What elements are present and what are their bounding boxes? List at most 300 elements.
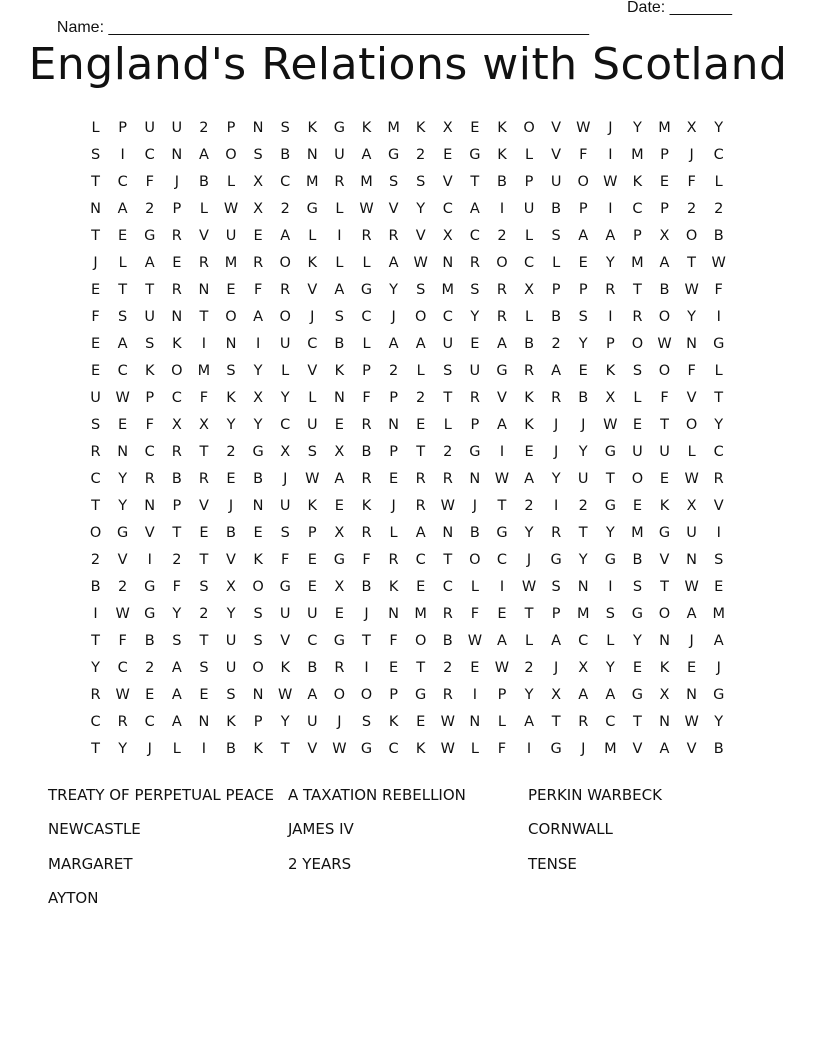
grid-letter: E xyxy=(90,335,101,352)
grid-letter: Y xyxy=(416,200,426,217)
grid-letter: R xyxy=(361,470,372,487)
grid-letter: I xyxy=(120,146,125,163)
grid-letter: M xyxy=(712,605,725,622)
grid-letter: S xyxy=(118,308,128,325)
grid-letter: B xyxy=(280,146,291,163)
grid-letter: K xyxy=(144,362,155,379)
grid-letter: G xyxy=(658,524,671,541)
grid-letter: J xyxy=(689,632,694,649)
grid-letter: K xyxy=(361,497,372,514)
grid-letter: G xyxy=(360,740,373,757)
grid-letter: U xyxy=(577,470,589,487)
grid-letter: K xyxy=(307,497,318,514)
grid-letter: F xyxy=(470,605,480,622)
grid-letter: B xyxy=(226,524,236,541)
grid-letter: A xyxy=(659,740,670,757)
grid-letter: W xyxy=(413,254,428,271)
grid-letter: G xyxy=(550,551,562,568)
grid-letter: S xyxy=(632,578,643,595)
grid-letter: T xyxy=(91,497,100,514)
grid-letter: Y xyxy=(714,119,724,136)
grid-letter: B xyxy=(578,389,589,406)
grid-letter: R xyxy=(415,470,426,487)
grid-letter: E xyxy=(253,524,263,541)
grid-letter: G xyxy=(415,686,427,703)
grid-letter: X xyxy=(253,389,264,406)
grid-letter: C xyxy=(117,659,128,676)
grid-letter: S xyxy=(280,524,290,541)
grid-letter: L xyxy=(470,578,479,595)
grid-letter: W xyxy=(603,173,618,190)
grid-letter: M xyxy=(631,524,644,541)
grid-letter: I xyxy=(716,308,721,325)
grid-letter: S xyxy=(416,281,426,298)
grid-letter: A xyxy=(469,200,480,217)
grid-letter: G xyxy=(631,686,644,703)
grid-letter: F xyxy=(91,308,100,325)
grid-letter: A xyxy=(388,254,399,271)
grid-letter: E xyxy=(659,173,670,190)
grid-letter: C xyxy=(713,443,724,460)
grid-letter: P xyxy=(145,389,155,406)
letter-grid xyxy=(82,114,734,762)
grid-letter: S xyxy=(90,416,101,433)
grid-letter: C xyxy=(144,713,155,730)
grid-letter: Y xyxy=(578,443,588,460)
grid-letter: W xyxy=(278,686,293,703)
grid-letter: 2 xyxy=(226,443,236,460)
grid-letter: T xyxy=(91,173,100,190)
grid-letter: F xyxy=(687,173,696,190)
grid-letter: X xyxy=(605,389,616,406)
grid-letter: N xyxy=(333,389,345,406)
grid-letter: E xyxy=(659,470,670,487)
grid-letter: 2 xyxy=(90,551,101,568)
grid-letter: X xyxy=(659,686,670,703)
grid-letter: B xyxy=(171,470,182,487)
grid-letter: Y xyxy=(551,470,561,487)
grid-letter: F xyxy=(145,173,154,190)
grid-letter: P xyxy=(253,713,263,730)
grid-letter: V xyxy=(551,119,562,136)
grid-letter: F xyxy=(579,146,588,163)
grid-letter: 2 xyxy=(714,200,724,217)
grid-letter: S xyxy=(388,173,399,190)
grid-letter: W xyxy=(684,578,699,595)
grid-letter: K xyxy=(497,146,507,163)
grid-row xyxy=(82,708,734,735)
grid-letter: W xyxy=(711,254,726,271)
grid-letter: C xyxy=(144,443,155,460)
grid-letter: B xyxy=(361,443,372,460)
grid-letter: A xyxy=(334,281,345,298)
grid-letter: 2 xyxy=(497,227,507,244)
grid-letter: V xyxy=(496,389,507,406)
grid-letter: S xyxy=(443,362,453,379)
grid-letter: W xyxy=(684,470,699,487)
grid-letter: M xyxy=(197,362,211,379)
grid-letter: E xyxy=(307,551,317,568)
grid-letter: U xyxy=(90,389,101,406)
grid-letter: R xyxy=(524,362,535,379)
grid-letter: S xyxy=(416,173,426,190)
grid-letter: A xyxy=(253,308,264,325)
grid-letter: V xyxy=(551,146,562,163)
grid-letter: X xyxy=(551,686,562,703)
grid-letter: A xyxy=(551,632,562,649)
grid-letter: W xyxy=(521,578,537,595)
grid-letter: K xyxy=(605,362,616,379)
grid-letter: R xyxy=(496,308,507,325)
grid-letter: E xyxy=(118,227,128,244)
grid-letter: B xyxy=(551,308,562,325)
grid-letter: R xyxy=(415,497,426,514)
grid-letter: K xyxy=(334,362,345,379)
grid-letter: W xyxy=(115,389,130,406)
grid-letter: E xyxy=(334,605,344,622)
grid-letter: J xyxy=(716,659,721,676)
grid-letter: O xyxy=(360,686,373,703)
grid-letter: B xyxy=(253,470,264,487)
grid-letter: L xyxy=(687,443,696,460)
grid-letter: U xyxy=(523,200,535,217)
grid-letter: O xyxy=(252,659,264,676)
grid-letter: P xyxy=(660,200,669,217)
grid-letter: P xyxy=(307,524,317,541)
word-list-item: AYTON xyxy=(48,888,99,907)
grid-letter: Y xyxy=(578,335,588,352)
grid-letter: S xyxy=(551,227,561,244)
word-list-item: A TAXATION REBELLION xyxy=(288,786,466,804)
word-list-item: TENSE xyxy=(528,854,577,873)
grid-letter: J xyxy=(310,308,315,325)
grid-letter: A xyxy=(361,146,372,163)
grid-letter: C xyxy=(523,254,535,271)
grid-letter: L xyxy=(226,173,236,190)
grid-letter: K xyxy=(659,497,670,514)
grid-letter: Y xyxy=(470,308,480,325)
grid-letter: W xyxy=(223,200,239,217)
grid-letter: B xyxy=(551,200,562,217)
grid-letter: G xyxy=(469,443,481,460)
grid-letter: A xyxy=(171,686,182,703)
grid-letter: C xyxy=(442,308,453,325)
grid-letter: B xyxy=(442,632,453,649)
grid-letter: 2 xyxy=(416,389,426,406)
grid-letter: V xyxy=(226,551,236,568)
grid-letter: O xyxy=(658,605,671,622)
grid-letter: 2 xyxy=(578,497,588,514)
grid-letter: T xyxy=(199,308,209,325)
grid-letter: C xyxy=(280,173,291,190)
grid-letter: W xyxy=(332,740,347,757)
grid-letter: T xyxy=(497,497,507,514)
grid-letter: R xyxy=(117,713,128,730)
grid-letter: O xyxy=(414,632,427,649)
grid-letter: L xyxy=(714,362,723,379)
grid-letter: I xyxy=(526,740,532,757)
grid-letter: O xyxy=(631,335,644,352)
grid-letter: X xyxy=(280,443,291,460)
grid-letter: 2 xyxy=(145,200,155,217)
grid-letter: I xyxy=(364,659,369,676)
grid-letter: I xyxy=(147,551,152,568)
grid-letter: C xyxy=(496,551,508,568)
grid-letter: J xyxy=(147,740,152,757)
grid-row xyxy=(82,384,734,411)
grid-letter: O xyxy=(225,146,237,163)
grid-letter: S xyxy=(172,632,182,649)
grid-letter: P xyxy=(551,281,561,298)
grid-letter: S xyxy=(280,119,290,136)
grid-letter: 2 xyxy=(118,578,128,595)
grid-letter: A xyxy=(551,362,562,379)
grid-letter: P xyxy=(660,146,669,163)
grid-letter: Y xyxy=(226,416,236,433)
grid-letter: U xyxy=(171,119,183,136)
grid-letter: O xyxy=(89,524,102,541)
grid-letter: C xyxy=(90,713,101,730)
grid-letter: W xyxy=(359,200,374,217)
grid-letter: S xyxy=(307,443,317,460)
grid-letter: S xyxy=(226,362,236,379)
grid-letter: N xyxy=(442,254,454,271)
grid-letter: U xyxy=(632,443,643,460)
grid-letter: S xyxy=(605,605,615,622)
grid-letter: K xyxy=(524,389,534,406)
grid-letter: T xyxy=(443,389,453,406)
grid-letter: K xyxy=(388,578,399,595)
grid-letter: G xyxy=(631,605,644,622)
grid-letter: 2 xyxy=(686,200,697,217)
grid-letter: U xyxy=(306,605,318,622)
grid-letter: E xyxy=(90,281,101,298)
grid-row xyxy=(82,276,734,303)
grid-letter: T xyxy=(118,281,128,298)
word-list-item: CORNWALL xyxy=(528,820,613,839)
grid-letter: V xyxy=(117,551,128,568)
grid-letter: N xyxy=(90,200,101,217)
grid-letter: O xyxy=(685,227,698,244)
grid-letter: J xyxy=(174,173,179,190)
grid-letter: M xyxy=(658,119,671,136)
grid-letter: E xyxy=(578,362,588,379)
grid-letter: 2 xyxy=(443,443,453,460)
grid-letter: A xyxy=(496,335,507,352)
grid-letter: S xyxy=(714,551,724,568)
grid-letter: K xyxy=(415,119,426,136)
grid-letter: A xyxy=(280,227,291,244)
grid-letter: C xyxy=(361,308,372,325)
grid-letter: U xyxy=(279,605,291,622)
grid-letter: L xyxy=(714,173,723,190)
grid-letter: 2 xyxy=(524,497,534,514)
grid-letter: L xyxy=(91,119,100,136)
grid-letter: X xyxy=(334,443,345,460)
grid-letter: N xyxy=(659,632,670,649)
grid-letter: O xyxy=(252,578,264,595)
grid-letter: Y xyxy=(253,362,263,379)
grid-row xyxy=(82,303,734,330)
grid-row xyxy=(82,357,734,384)
grid-letter: E xyxy=(199,686,209,703)
grid-letter: Y xyxy=(632,119,642,136)
word-list-item: MARGARET xyxy=(48,854,133,873)
grid-letter: J xyxy=(608,119,613,136)
grid-row xyxy=(82,222,734,249)
grid-letter: T xyxy=(91,740,100,757)
grid-letter: L xyxy=(497,713,506,730)
grid-letter: O xyxy=(658,362,671,379)
grid-letter: O xyxy=(279,308,291,325)
grid-letter: J xyxy=(472,497,477,514)
grid-letter: 2 xyxy=(551,335,561,352)
grid-letter: B xyxy=(361,578,372,595)
grid-letter: V xyxy=(144,524,155,541)
grid-letter: U xyxy=(225,632,237,649)
grid-letter: 2 xyxy=(172,551,182,568)
grid-letter: T xyxy=(362,632,371,649)
grid-letter: W xyxy=(494,659,510,676)
grid-letter: K xyxy=(632,173,643,190)
grid-letter: F xyxy=(389,632,398,649)
grid-letter: W xyxy=(115,686,130,703)
grid-letter: G xyxy=(496,524,508,541)
grid-letter: E xyxy=(470,335,480,352)
grid-letter: T xyxy=(632,713,642,730)
grid-letter: U xyxy=(659,443,670,460)
grid-letter: T xyxy=(470,173,480,190)
grid-letter: O xyxy=(577,173,589,190)
grid-letter: Y xyxy=(280,713,290,730)
page-title: England's Relations with Scotland xyxy=(28,39,788,90)
grid-letter: N xyxy=(117,443,129,460)
grid-letter: C xyxy=(632,200,643,217)
grid-letter: X xyxy=(198,416,209,433)
grid-letter: L xyxy=(308,389,317,406)
grid-letter: K xyxy=(172,335,182,352)
grid-letter: I xyxy=(608,308,613,325)
grid-letter: L xyxy=(362,335,371,352)
grid-letter: X xyxy=(226,578,236,595)
grid-letter: E xyxy=(226,470,236,487)
grid-letter: 2 xyxy=(388,362,399,379)
grid-letter: L xyxy=(525,227,534,244)
grid-letter: A xyxy=(388,335,399,352)
grid-letter: B xyxy=(713,740,724,757)
grid-letter: E xyxy=(687,659,697,676)
grid-letter: E xyxy=(578,254,588,271)
grid-letter: N xyxy=(225,335,237,352)
grid-letter: I xyxy=(608,578,613,595)
grid-letter: I xyxy=(608,146,613,163)
grid-letter: L xyxy=(389,524,398,541)
grid-row xyxy=(82,141,734,168)
grid-letter: I xyxy=(608,200,613,217)
grid-letter: W xyxy=(305,470,320,487)
grid-letter: Y xyxy=(253,416,263,433)
grid-letter: A xyxy=(496,632,507,649)
grid-letter: S xyxy=(253,632,263,649)
grid-letter: Y xyxy=(714,713,724,730)
grid-letter: A xyxy=(117,200,128,217)
grid-letter: U xyxy=(279,497,291,514)
grid-letter: R xyxy=(442,470,453,487)
grid-letter: C xyxy=(117,362,128,379)
grid-letter: 2 xyxy=(416,146,426,163)
grid-letter: K xyxy=(280,659,290,676)
grid-letter: F xyxy=(687,362,696,379)
grid-letter: A xyxy=(713,632,724,649)
grid-letter: X xyxy=(442,119,453,136)
grid-letter: X xyxy=(686,119,697,136)
grid-letter: Y xyxy=(91,659,100,676)
grid-letter: O xyxy=(171,362,183,379)
grid-letter: A xyxy=(117,335,128,352)
word-list-item: TREATY OF PERPETUAL PEACE xyxy=(48,786,274,804)
grid-letter: O xyxy=(279,254,291,271)
grid-letter: F xyxy=(362,551,371,568)
grid-letter: L xyxy=(416,362,425,379)
grid-letter: C xyxy=(578,632,589,649)
grid-letter: J xyxy=(581,740,586,757)
grid-letter: B xyxy=(226,740,236,757)
grid-letter: E xyxy=(632,416,642,433)
grid-letter: I xyxy=(499,200,505,217)
grid-letter: P xyxy=(497,686,507,703)
grid-letter: E xyxy=(145,686,155,703)
grid-letter: Y xyxy=(280,389,290,406)
grid-letter: F xyxy=(362,389,371,406)
grid-letter: W xyxy=(115,605,130,622)
grid-letter: J xyxy=(554,443,559,460)
grid-letter: 2 xyxy=(199,119,209,136)
grid-letter: I xyxy=(499,443,505,460)
grid-letter: P xyxy=(226,119,236,136)
grid-letter: E xyxy=(388,470,399,487)
grid-letter: P xyxy=(389,389,398,406)
grid-letter: X xyxy=(334,578,345,595)
grid-letter: S xyxy=(334,308,344,325)
grid-letter: O xyxy=(414,308,427,325)
grid-letter: R xyxy=(713,470,724,487)
grid-row xyxy=(82,627,734,654)
grid-letter: E xyxy=(199,524,209,541)
grid-letter: A xyxy=(144,254,155,271)
grid-letter: E xyxy=(334,497,344,514)
word-list-item: 2 YEARS xyxy=(288,854,352,873)
grid-letter: R xyxy=(334,173,345,190)
grid-letter: L xyxy=(335,254,344,271)
grid-letter: M xyxy=(604,740,617,757)
grid-letter: R xyxy=(388,227,399,244)
grid-letter: P xyxy=(470,416,480,433)
grid-letter: J xyxy=(554,416,559,433)
grid-letter: G xyxy=(333,632,346,649)
grid-letter: P xyxy=(172,497,182,514)
grid-letter: V xyxy=(388,200,399,217)
grid-letter: E xyxy=(118,416,128,433)
grid-letter: N xyxy=(659,713,670,730)
grid-letter: S xyxy=(632,362,643,379)
grid-letter: P xyxy=(633,227,642,244)
grid-letter: F xyxy=(172,578,181,595)
grid-letter: R xyxy=(198,470,209,487)
grid-letter: J xyxy=(364,605,369,622)
grid-row xyxy=(82,573,734,600)
grid-letter: N xyxy=(469,713,481,730)
grid-row xyxy=(82,168,734,195)
